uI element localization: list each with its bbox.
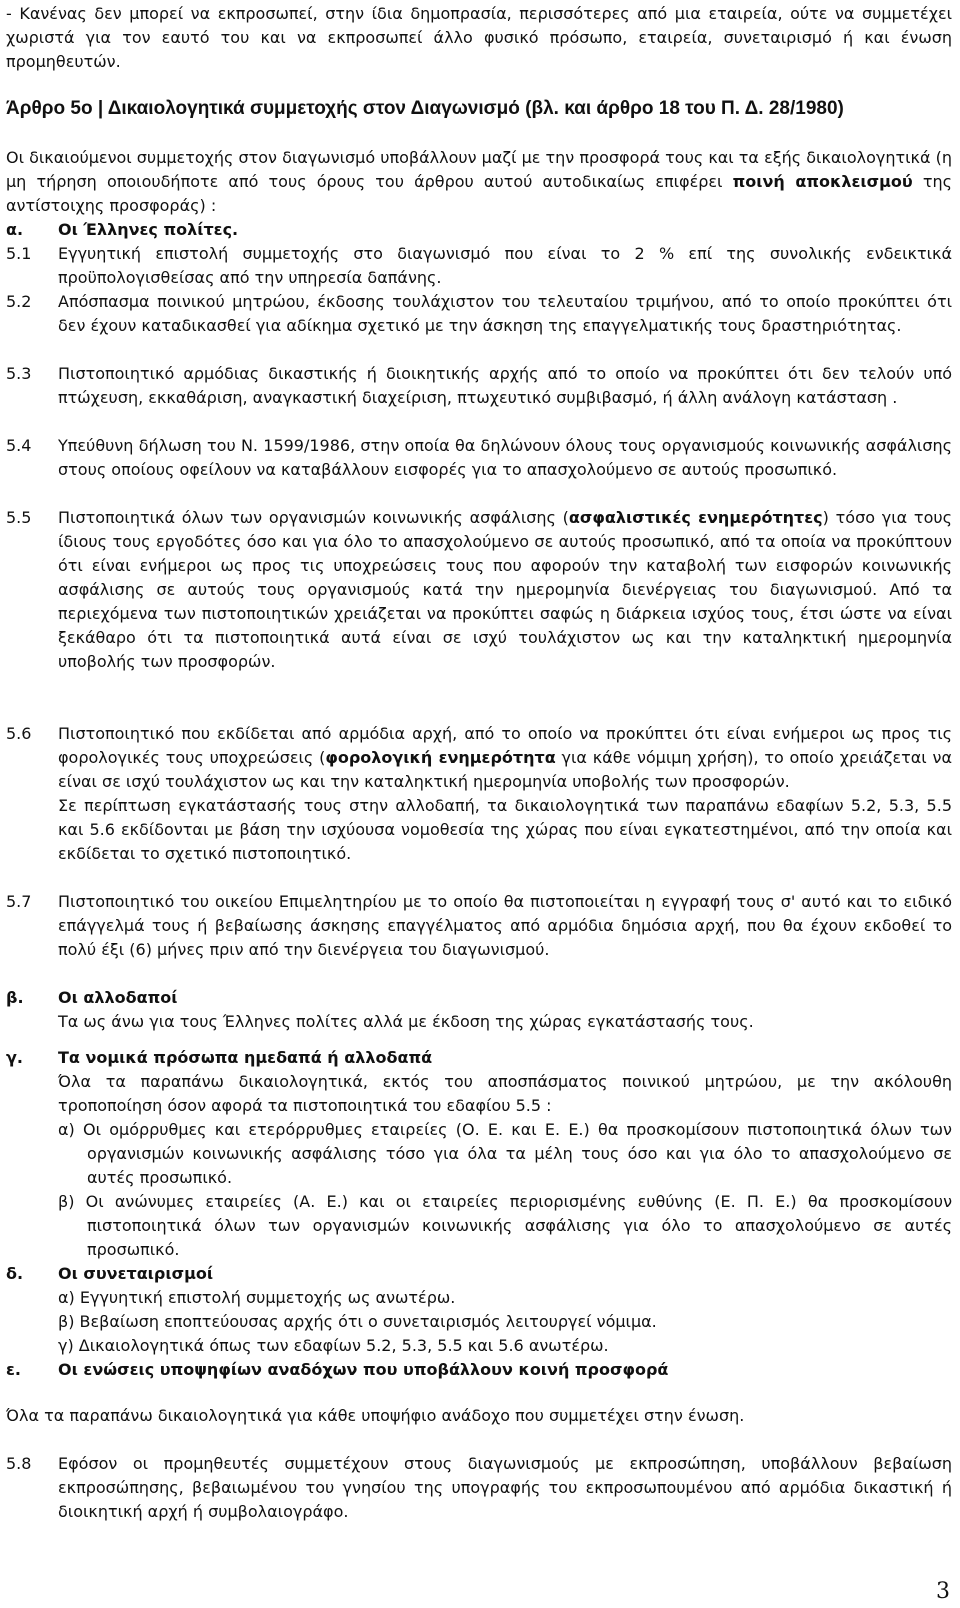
- epsilon-paragraph: Όλα τα παραπάνω δικαιολογητικά για κάθε υποψήφιο ανάδοχο που συμμετέχει στην ένωση.: [6, 1406, 745, 1425]
- intro-paragraph: - Κανένας δεν μπορεί να εκπροσωπεί, στην ίδια δημοπρασία, περισσότερες από μια εταιρεία, ούτε να συμμετέχει χωριστά για τον εαυτό του και να εκπροσωπεί άλλο φυσικό πρόσωπο, εταιρεία, συνεταιρισμό ή και ένωση προμηθευτών.: [6, 4, 952, 71]
- item-text: Απόσπασμα ποινικού μητρώου, έκδοσης τουλάχιστον του τελευταίου τριμήνου, από το οποίο προκύπτει ότι δεν έχουν καταδικασθεί για αδίκημα σχετικό με την άσκηση της επαγγελματικής τους δραστηριότητας.: [58, 292, 952, 335]
- section-gamma: [6, 1046, 952, 1262]
- item-5-5: [6, 506, 952, 674]
- subitem-a: α) Οι ομόρρυθμες και ετερόρρυθμες εταιρείες (Ο. Ε. και Ε. Ε.) θα προσκομίσουν πιστοποιητικά όλων των οργανισμών κοινωνικής ασφάλισης τόσο για όλα τα μέλη τους όσο και για όλο το απασχολούμενο σε αυτές προσωπικό.: [58, 1120, 952, 1187]
- item-5-3: [6, 362, 952, 410]
- item-text: [58, 506, 952, 674]
- lead-paragraph: [6, 146, 952, 218]
- item-text: Υπεύθυνη δήλωση του Ν. 1599/1986, στην οποία θα δηλώνουν όλους τους οργανισμούς κοινωνικής ασφάλισης στους οποίους οφείλουν να καταβάλλουν εισφορές για το απασχολούμενο σε αυτούς προσωπικό.: [58, 436, 952, 479]
- item-text: [58, 722, 952, 866]
- item-5-4: [6, 434, 952, 482]
- lead-bold: ποινή αποκλεισμού: [732, 172, 913, 191]
- item-number: 5.2: [6, 292, 32, 311]
- item-number: 5.7: [6, 892, 32, 911]
- section-title: Οι αλλοδαποί: [58, 988, 178, 1007]
- item-text: Εφόσον οι προμηθευτές συμμετέχουν στους διαγωνισμούς με εκπροσώπηση, υποβάλλουν βεβαίωση εκπροσώπησης, βεβαιωμένου του γνησίου της υπογραφής του εκπροσωπουμένου από αρμόδια δικαστική ή διοικητική αρχή ή συμβολαιογράφο.: [58, 1454, 952, 1521]
- section-text: Τα ως άνω για τους Έλληνες πολίτες αλλά με έκδοση της χώρας εγκατάστασής τους.: [58, 1012, 754, 1031]
- section-label: ε.: [6, 1360, 21, 1379]
- lead-text-2: της αντίστοιχης προσφοράς) :: [6, 172, 952, 215]
- item-text: Πιστοποιητικό αρμόδιας δικαστικής ή διοικητικής αρχής από το οποίο να προκύπτει ότι δεν τελούν υπό πτώχευση, εκκαθάριση, αναγκαστική διαχείριση, πτωχευτικό συμβιβασμό, ή άλλη ανάλογη κατάσταση .: [58, 364, 952, 407]
- item-text-2: ) τόσο για τους ίδιους τους εργοδότες όσο και για όλο το απασχολούμενο σε αυτούς προσωπικό, από τα οποία να προκύπτουν ότι είναι ενήμεροι ως προς τις υποχρεώσεις τους που αφορούν την καταβολή των εισφορών κοινωνικής ασφάλισης σε αυτούς τους οργανισμούς κατά την ημερομηνία διενέργειας του διαγωνισμού. Από τα περιεχόμενα των πιστοποιητικών χρειάζεται να προκύπτει σαφώς η διάρκεια ισχύος τους, έτσι ώστε να είναι ξεκάθαρο ότι τα πιστοποιητικά αυτά είναι σε ισχύ τουλάχιστον ως και την καταληκτική ημερομηνία υποβολής των προσφορών.: [58, 508, 952, 671]
- section-title: Οι Έλληνες πολίτες.: [58, 220, 239, 239]
- item-number: 5.8: [6, 1454, 32, 1473]
- subitem-c: γ) Δικαιολογητικά όπως των εδαφίων 5.2, 5.3, 5.5 και 5.6 ανωτέρω.: [58, 1336, 609, 1355]
- item-number: 5.1: [6, 244, 32, 263]
- item-5-2: [6, 290, 952, 338]
- item-bold: ασφαλιστικές ενημερότητες: [568, 508, 823, 527]
- item-bold: φορολογική ενημερότητα: [325, 748, 556, 767]
- section-label: δ.: [6, 1264, 24, 1283]
- section-beta: [6, 986, 952, 1034]
- item-text-1: Πιστοποιητικό που εκδίδεται από αρμόδια αρχή, από το οποίο να προκύπτει ότι είναι ενήμεροι ως προς τις φορολογικές τους υποχρεώσεις (: [58, 724, 952, 767]
- section-label: γ.: [6, 1048, 23, 1067]
- item-5-7: [6, 890, 952, 962]
- section-delta: [6, 1262, 952, 1358]
- section-body: [58, 1262, 952, 1358]
- subitem-a: α) Εγγυητική επιστολή συμμετοχής ως ανωτέρω.: [58, 1288, 456, 1307]
- item-text: Εγγυητική επιστολή συμμετοχής στο διαγωνισμό που είναι το 2 % επί της συνολικής ενδεικτικά προϋπολογισθείσας από την υπηρεσία δαπάνης.: [58, 244, 952, 287]
- item-text-1: Πιστοποιητικά όλων των οργανισμών κοινωνικής ασφάλισης (: [58, 508, 569, 527]
- item-5-6: [6, 722, 952, 866]
- section-label: β.: [6, 988, 24, 1007]
- item-extra: Σε περίπτωση εγκατάστασής τους στην αλλοδαπή, τα δικαιολογητικά των παραπάνω εδαφίων 5.2, 5.3, 5.5 και 5.6 εκδίδονται με βάση την ισχύουσα νομοθεσία της χώρας που είναι εγκατεστημένοι, από την οποία και εκδίδεται το σχετικό πιστοποιητικό.: [58, 796, 952, 863]
- section-body: [58, 1046, 952, 1262]
- section-title: Οι ενώσεις υποψηφίων αναδόχων που υποβάλλουν κοινή προσφορά: [58, 1360, 669, 1379]
- item-5-8: [6, 1452, 952, 1524]
- item-text: Πιστοποιητικό του οικείου Επιμελητηρίου με το οποίο θα πιστοποιείται η εγγραφή τους σ' αυτό και το ειδικό επάγγελμά τους ή βεβαίωσης άσκησης επαγγέλματος από αρμόδια δημόσια αρχή, που θα έχουν εκδοθεί το πολύ έξι (6) μήνες πριν από την διενέργεια του διαγωνισμού.: [58, 892, 952, 959]
- section-label: α.: [6, 220, 24, 239]
- item-number: 5.6: [6, 724, 32, 743]
- item-5-1: [6, 242, 952, 290]
- page-number: 3: [936, 1579, 950, 1604]
- subitem-b: β) Βεβαίωση εποπτεύουσας αρχής ότι ο συνεταιρισμός λειτουργεί νόμιμα.: [58, 1312, 657, 1331]
- section-body: [58, 986, 952, 1034]
- section-title: Τα νομικά πρόσωπα ημεδαπά ή αλλοδαπά: [58, 1048, 433, 1067]
- item-text-2: για κάθε νόμιμη χρήση), το οποίο χρειάζεται να είναι σε ισχύ τουλάχιστον ως και την καταληκτική ημερομηνία υποβολής των προσφορών.: [58, 748, 953, 791]
- subitem-b: β) Οι ανώνυμες εταιρείες (Α. Ε.) και οι εταιρείες περιορισμένης ευθύνης (Ε. Π. Ε.) θα προσκομίσουν πιστοποιητικά όλων των οργανισμών κοινωνικής ασφάλισης για όλο το απασχολούμενο σε αυτές προσωπικό.: [58, 1192, 952, 1259]
- item-number: 5.4: [6, 436, 32, 455]
- section-title: Οι συνεταιρισμοί: [58, 1264, 214, 1283]
- article-heading: Άρθρο 5ο | Δικαιολογητικά συμμετοχής στον Διαγωνισμό (βλ. και άρθρο 18 του Π. Δ. 28/1980): [6, 98, 844, 119]
- lead-text-1: Οι δικαιούμενοι συμμετοχής στον διαγωνισμό υποβάλλουν μαζί με την προσφορά τους και τα εξής δικαιολογητικά (η μη τήρηση οποιουδήποτε από τους όρους του άρθρου αυτού αυτοδικαίως επιφέρει: [6, 148, 952, 191]
- section-epsilon: [6, 1358, 952, 1382]
- item-number: 5.5: [6, 508, 32, 527]
- section-text: Όλα τα παραπάνω δικαιολογητικά, εκτός του αποσπάσματος ποινικού μητρώου, με την ακόλουθη τροποποίηση όσον αφορά τα πιστοποιητικά του εδαφίου 5.5 :: [58, 1072, 952, 1115]
- item-number: 5.3: [6, 364, 32, 383]
- section-alpha-heading: [6, 218, 952, 242]
